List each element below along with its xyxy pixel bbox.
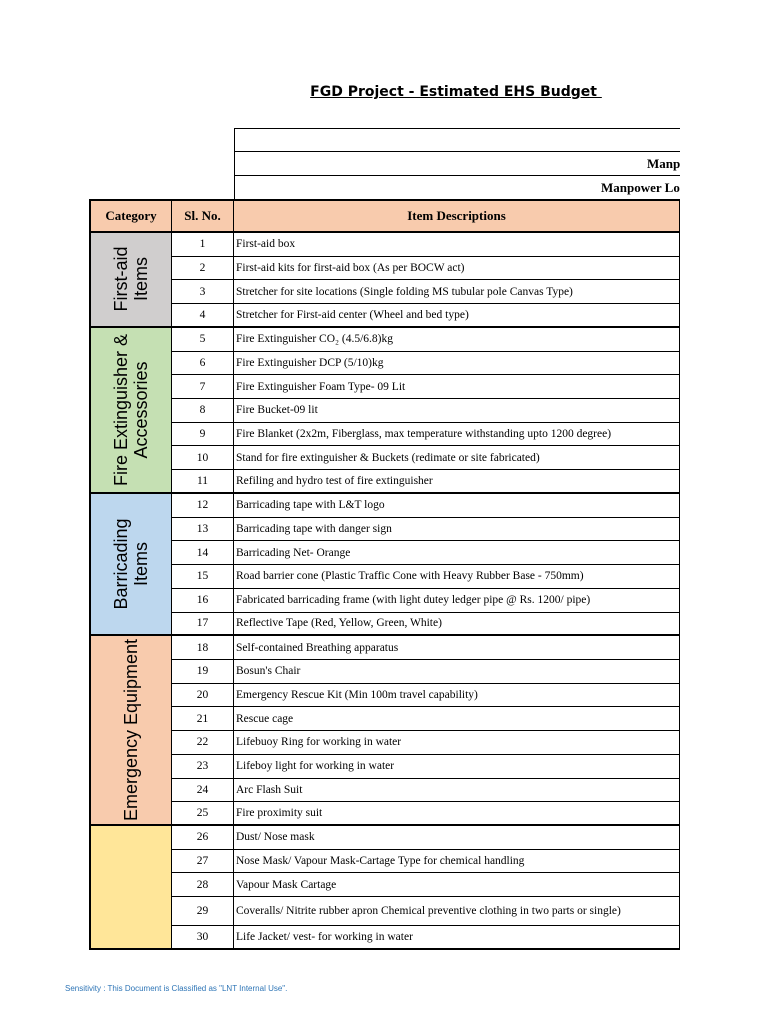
item-description-cell: Barricading tape with L&T logo xyxy=(236,499,385,512)
table-row xyxy=(172,660,680,684)
table-row xyxy=(172,518,680,542)
table-row xyxy=(172,731,680,755)
item-description-cell: Emergency Rescue Kit (Min 100m travel capability) xyxy=(236,689,478,702)
category-label xyxy=(111,247,151,312)
table-row xyxy=(172,897,680,926)
table-row xyxy=(172,636,680,660)
top-header-text: Manpower Lo xyxy=(601,180,680,195)
table-row xyxy=(172,873,680,897)
category-label-line: Accessories xyxy=(131,361,151,459)
category-cell xyxy=(89,494,172,636)
sl-no-cell: 14 xyxy=(172,541,234,564)
table-row xyxy=(172,352,680,376)
top-header-row-manpower-loading xyxy=(235,176,680,200)
table-row xyxy=(172,850,680,874)
top-header-row-manpower xyxy=(235,152,680,176)
table-row xyxy=(172,328,680,352)
item-description-cell: Coveralls/ Nitrite rubber apron Chemical preventive clothing in two parts or single) xyxy=(236,905,621,918)
item-description-cell: Fabricated barricading frame (with light dutey ledger pipe @ Rs. 1200/ pipe) xyxy=(236,594,591,607)
sl-no-cell: 28 xyxy=(172,873,234,896)
table-row xyxy=(172,589,680,613)
item-description-cell: Fire Extinguisher CO₂ (4.5/6.8)kg xyxy=(236,333,394,346)
category-cell xyxy=(89,328,172,494)
table-row xyxy=(172,446,680,470)
table-row xyxy=(172,423,680,447)
category-label-line: First-aid xyxy=(111,246,131,312)
sl-no-cell: 30 xyxy=(172,926,234,948)
category-label xyxy=(111,519,151,610)
item-description-cell: Lifebuoy Ring for working in water xyxy=(236,736,402,749)
item-description-cell: Fire Extinguisher DCP (5/10)kg xyxy=(236,356,384,369)
sl-no-cell: 21 xyxy=(172,707,234,730)
sl-no-cell: 8 xyxy=(172,399,234,422)
top-header-box xyxy=(234,128,680,199)
sl-no-cell: 18 xyxy=(172,636,234,659)
category-cell xyxy=(89,826,172,950)
table-row xyxy=(172,233,680,257)
sl-no-cell: 15 xyxy=(172,565,234,588)
item-description-cell: Life Jacket/ vest- for working in water xyxy=(236,931,413,944)
category-label xyxy=(111,334,151,486)
sl-no-cell: 4 xyxy=(172,304,234,326)
table-row xyxy=(172,541,680,565)
category-label-line: Items xyxy=(131,257,151,302)
table-row xyxy=(172,565,680,589)
table-row xyxy=(172,926,680,950)
sl-no-cell: 6 xyxy=(172,352,234,375)
item-description-cell: Fire Extinguisher Foam Type- 09 Lit xyxy=(236,380,406,393)
item-description-cell: Reflective Tape (Red, Yellow, Green, White) xyxy=(236,617,442,630)
item-description-cell: Barricading Net- Orange xyxy=(236,546,351,559)
column-header-item-descriptions: Item Descriptions xyxy=(407,208,506,223)
item-description-cell: Stand for fire extinguisher & Buckets (redimate or site fabricated) xyxy=(236,451,540,464)
sensitivity-footer: Sensitivity : This Document is Classified as "LNT Internal Use". xyxy=(65,984,288,993)
table-row xyxy=(172,826,680,850)
table-row xyxy=(172,802,680,826)
category-label-line: Items xyxy=(131,542,151,587)
sl-no-cell: 26 xyxy=(172,826,234,849)
column-header-category: Category xyxy=(91,201,172,231)
item-description-cell: Rescue cage xyxy=(236,712,294,725)
table-row xyxy=(172,470,680,494)
sl-no-cell: 23 xyxy=(172,755,234,778)
sl-no-cell: 24 xyxy=(172,779,234,802)
item-description-cell: First-aid box xyxy=(236,238,296,251)
sl-no-cell: 2 xyxy=(172,257,234,280)
item-description-cell: Stretcher for site locations (Single folding MS tubular pole Canvas Type) xyxy=(236,285,573,298)
sl-no-cell: 5 xyxy=(172,328,234,351)
item-description-cell: Fire proximity suit xyxy=(236,807,323,820)
table-row xyxy=(172,304,680,328)
sl-no-cell: 20 xyxy=(172,684,234,707)
item-description-cell: Vapour Mask Cartage xyxy=(236,878,337,891)
table-row xyxy=(172,707,680,731)
table-row xyxy=(172,399,680,423)
table-row xyxy=(172,375,680,399)
table-row xyxy=(172,684,680,708)
category-label xyxy=(121,639,141,821)
item-rows xyxy=(172,233,680,953)
category-cell xyxy=(89,636,172,826)
table-row xyxy=(172,779,680,803)
item-description-cell: Lifeboy light for working in water xyxy=(236,760,395,773)
sl-no-cell: 16 xyxy=(172,589,234,612)
category-label-line: Emergency Equipment xyxy=(121,639,141,822)
document-title: FGD Project - Estimated EHS Budget xyxy=(310,84,602,100)
item-description-cell: Dust/ Nose mask xyxy=(236,831,315,844)
item-description-cell: Refiling and hydro test of fire extinguisher xyxy=(236,475,433,488)
item-description-cell: Arc Flash Suit xyxy=(236,783,303,796)
sl-no-cell: 7 xyxy=(172,375,234,398)
sl-no-cell: 12 xyxy=(172,494,234,517)
table-header-row xyxy=(89,199,680,233)
sl-no-cell: 17 xyxy=(172,613,234,635)
table-row xyxy=(172,613,680,637)
category-label-line: Barricading xyxy=(111,518,131,610)
category-label-line: Fire Extinguisher & xyxy=(111,333,131,486)
sl-no-cell: 22 xyxy=(172,731,234,754)
sl-no-cell: 3 xyxy=(172,280,234,303)
table-row xyxy=(172,494,680,518)
item-description-cell: Stretcher for First-aid center (Wheel and bed type) xyxy=(236,309,469,322)
sl-no-cell: 1 xyxy=(172,233,234,256)
item-description-cell: Road barrier cone (Plastic Traffic Cone with Heavy Rubber Base - 750mm) xyxy=(236,570,584,583)
sl-no-cell: 27 xyxy=(172,850,234,873)
item-description-cell: Fire Blanket (2x2m, Fiberglass, max temperature withstanding upto 1200 degree) xyxy=(236,428,612,441)
column-header-sl-no: Sl. No. xyxy=(172,201,234,231)
sl-no-cell: 11 xyxy=(172,470,234,492)
item-description-cell: First-aid kits for first-aid box (As per BOCW act) xyxy=(236,262,465,275)
item-description-cell: Self-contained Breathing apparatus xyxy=(236,641,399,654)
category-cell xyxy=(89,233,172,328)
sl-no-cell: 19 xyxy=(172,660,234,683)
top-header-row-blank xyxy=(235,129,680,152)
table-row xyxy=(172,755,680,779)
item-description-cell: Fire Bucket-09 lit xyxy=(236,404,318,417)
sl-no-cell: 10 xyxy=(172,446,234,469)
table-row xyxy=(172,257,680,281)
sl-no-cell: 13 xyxy=(172,518,234,541)
item-description-cell: Barricading tape with danger sign xyxy=(236,522,392,535)
table-row xyxy=(172,280,680,304)
sl-no-cell: 9 xyxy=(172,423,234,446)
top-header-text: Manp xyxy=(647,156,680,171)
item-description-cell: Nose Mask/ Vapour Mask-Cartage Type for chemical handling xyxy=(236,855,525,868)
sl-no-cell: 25 xyxy=(172,802,234,824)
item-description-cell: Bosun's Chair xyxy=(236,665,301,678)
sl-no-cell: 29 xyxy=(172,897,234,925)
budget-table xyxy=(89,199,680,959)
category-column xyxy=(89,233,172,953)
